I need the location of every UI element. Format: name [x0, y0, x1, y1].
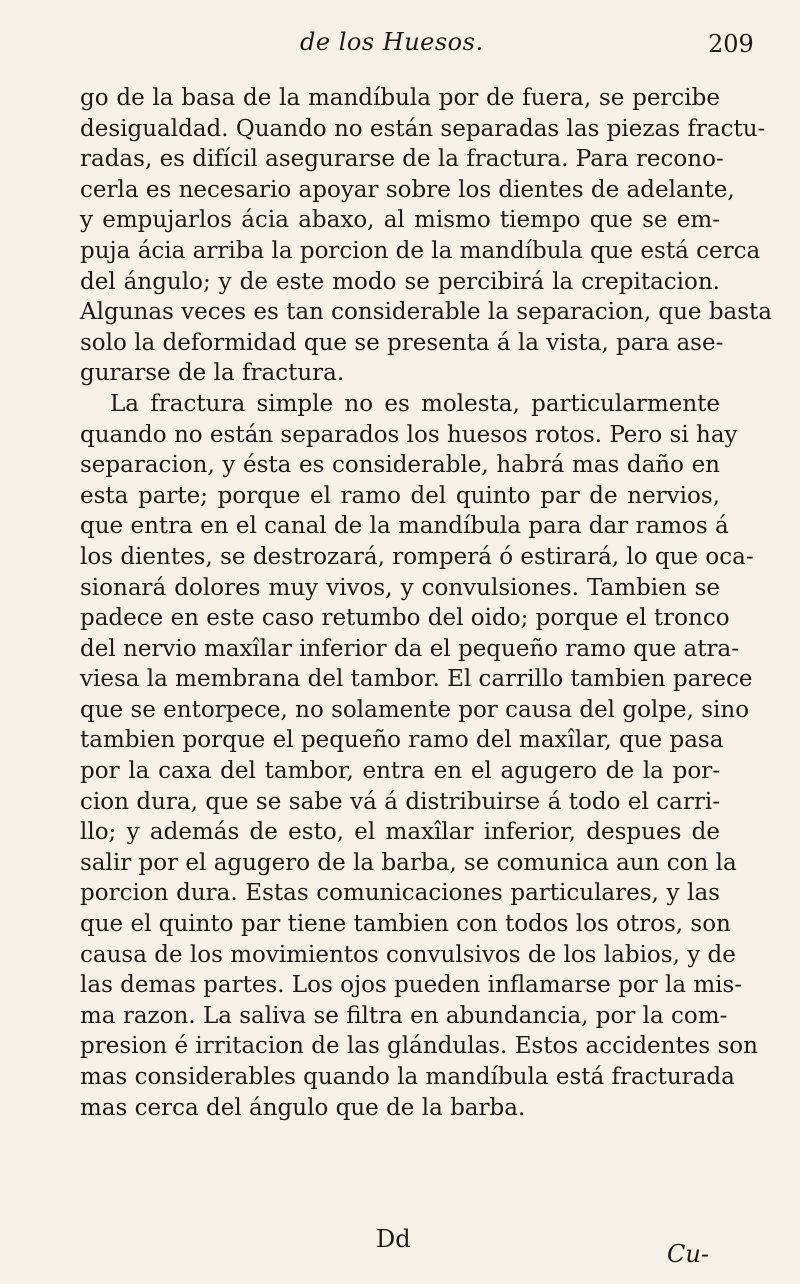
- text-line: y empujarlos ácia abaxo, al mismo tiempo que se em-: [80, 207, 720, 234]
- text-line: tambien porque el pequeño ramo del maxîlar, que pasa: [80, 727, 724, 754]
- text-line: del nervio maxîlar inferior da el pequeño ramo que atra-: [80, 635, 739, 662]
- running-title: de los Huesos.: [300, 28, 484, 56]
- text-line: presion é irritacion de las glándulas. Estos accidentes son: [80, 1033, 758, 1060]
- text-line: Algunas veces es tan considerable la separacion, que basta: [80, 299, 773, 326]
- paragraph-first-line: La fractura simple no es molesta, particularmente: [110, 390, 720, 417]
- text-line: padece en este caso retumbo del oido; porque el tronco: [80, 605, 730, 632]
- text-line: puja ácia arriba la porcion de la mandíbula que está cerca: [80, 237, 761, 264]
- text-line: causa de los movimientos convulsivos de los labios, y de: [80, 941, 736, 968]
- text-line: gurarse de la fractura.: [80, 360, 345, 387]
- text-line: del ángulo; y de este modo se percibirá la crepitacion.: [80, 268, 720, 295]
- text-line: mas cerca del ángulo que de la barba.: [80, 1094, 526, 1121]
- text-line: ma razon. La saliva se filtra en abundancia, por la com-: [80, 1002, 728, 1029]
- page-number: 209: [708, 30, 754, 58]
- body-text: [80, 83, 773, 1123]
- text-line: esta parte; porque el ramo del quinto par de nervios,: [80, 482, 720, 509]
- text-line: separacion, y ésta es considerable, habrá mas daño en: [80, 452, 720, 479]
- text-line: que entra en el canal de la mandíbula para dar ramos á: [80, 513, 729, 540]
- text-line: cerla es necesario apoyar sobre los dientes de adelante,: [80, 176, 735, 203]
- text-line: mas considerables quando la mandíbula está fracturada: [80, 1064, 735, 1090]
- signature-mark: Dd: [376, 1225, 411, 1253]
- text-line: que se entorpece, no solamente por causa del golpe, sino: [80, 696, 750, 723]
- text-line: llo; y además de esto, el maxîlar inferior, despues de: [80, 819, 720, 846]
- text-line: solo la deformidad que se presenta á la vista, para ase-: [80, 329, 724, 356]
- text-line: sionará dolores muy vivos, y convulsiones. Tambien se: [80, 574, 720, 601]
- text-line: go de la basa de la mandíbula por de fuera, se percibe: [80, 85, 720, 111]
- text-line: quando no están separados los huesos rotos. Pero si hay: [80, 421, 738, 448]
- text-line: radas, es difícil asegurarse de la fractura. Para recono-: [80, 146, 724, 173]
- text-line: viesa la membrana del tambor. El carrillo tambien parece: [80, 666, 753, 693]
- text-line: las demas partes. Los ojos pueden inflamarse por la mis-: [80, 972, 743, 999]
- text-line: por la caxa del tambor, entra en el agugero de la por-: [80, 758, 720, 785]
- catchword: Cu-: [667, 1240, 709, 1268]
- text-line: desigualdad. Quando no están separadas las piezas fractu-: [80, 115, 766, 142]
- text-line: los dientes, se destrozará, romperá ó estirará, lo que oca-: [80, 543, 754, 570]
- text-line: porcion dura. Estas comunicaciones particulares, y las: [80, 880, 720, 907]
- text-line: que el quinto par tiene tambien con todos los otros, son: [80, 911, 731, 938]
- text-line: salir por el agugero de la barba, se comunica aun con la: [80, 849, 737, 876]
- text-line: cion dura, que se sabe vá á distribuirse á todo el carri-: [80, 788, 720, 815]
